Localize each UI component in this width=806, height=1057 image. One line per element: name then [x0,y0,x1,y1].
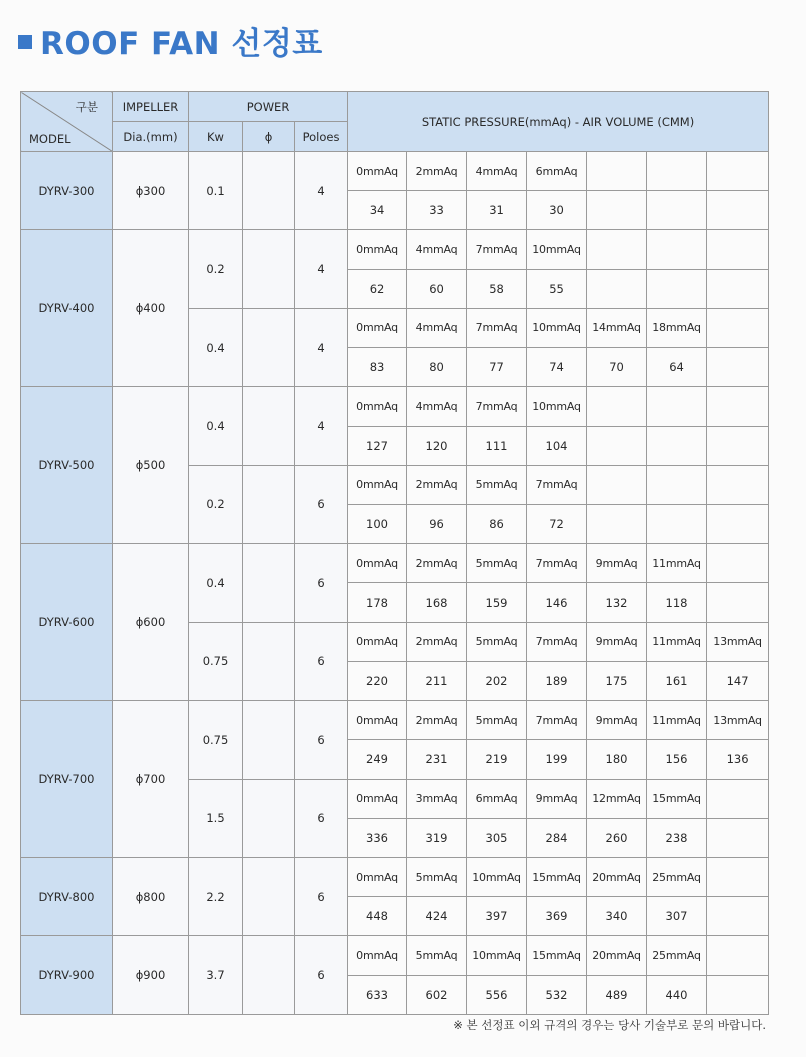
dia-cell: ϕ300 [113,152,189,230]
volume-cell [707,269,769,308]
volume-cell: 100 [348,504,407,543]
title-square-icon [18,35,32,49]
volume-cell [647,269,707,308]
dia-cell: ϕ600 [113,544,189,701]
pressure-cell [647,387,707,426]
model-cell: DYRV-600 [21,544,113,701]
pressure-cell: 11mmAq [647,701,707,740]
volume-cell: 127 [348,426,407,465]
header-power: POWER [189,92,348,122]
poles-cell: 6 [295,936,348,1015]
volume-cell [587,504,647,543]
volume-cell: 532 [527,975,587,1014]
pressure-cell: 3mmAq [407,779,467,818]
volume-cell: 159 [467,583,527,622]
pressure-cell [707,308,769,347]
volume-cell: 602 [407,975,467,1014]
header-model: MODEL [29,132,71,146]
header-model-diagonal [21,92,113,152]
pressure-cell: 9mmAq [587,622,647,661]
pressure-cell [647,152,707,191]
volume-cell: 336 [348,818,407,857]
volume-cell: 161 [647,661,707,700]
table-row [21,701,769,740]
volume-cell: 180 [587,740,647,779]
volume-cell: 440 [647,975,707,1014]
poles-cell: 4 [295,387,348,465]
volume-cell: 31 [467,191,527,230]
volume-cell: 189 [527,661,587,700]
phase-cell [243,779,295,857]
pressure-cell: 11mmAq [647,544,707,583]
volume-cell [647,426,707,465]
pressure-cell [707,857,769,896]
poles-cell: 6 [295,857,348,935]
header-static-pressure: STATIC PRESSURE(mmAq) - AIR VOLUME (CMM) [348,92,769,152]
kw-cell: 0.75 [189,701,243,779]
phase-cell [243,152,295,230]
phase-cell [243,936,295,1015]
volume-cell: 104 [527,426,587,465]
volume-cell: 86 [467,504,527,543]
volume-cell: 284 [527,818,587,857]
volume-cell: 424 [407,897,467,936]
volume-cell: 489 [587,975,647,1014]
table-body [21,152,769,1015]
pressure-cell: 2mmAq [407,544,467,583]
model-cell: DYRV-800 [21,857,113,935]
pressure-cell: 7mmAq [527,544,587,583]
pressure-cell [587,230,647,269]
model-cell: DYRV-700 [21,701,113,858]
volume-cell: 70 [587,348,647,387]
volume-cell: 72 [527,504,587,543]
poles-cell: 4 [295,152,348,230]
volume-cell: 64 [647,348,707,387]
table-row [21,152,769,191]
phase-cell [243,857,295,935]
pressure-cell: 20mmAq [587,857,647,896]
volume-cell: 556 [467,975,527,1014]
phase-cell [243,701,295,779]
kw-cell: 0.4 [189,387,243,465]
volume-cell: 175 [587,661,647,700]
volume-cell: 60 [407,269,467,308]
header-poles: Poloes [295,122,348,152]
pressure-cell: 0mmAq [348,152,407,191]
volume-cell [707,818,769,857]
table-row [21,230,769,269]
pressure-cell: 6mmAq [467,779,527,818]
volume-cell [647,191,707,230]
pressure-cell: 11mmAq [647,622,707,661]
pressure-cell: 5mmAq [407,936,467,975]
table-row [21,936,769,975]
volume-cell [647,504,707,543]
pressure-cell: 10mmAq [527,308,587,347]
table-row [21,857,769,896]
pressure-cell: 0mmAq [348,857,407,896]
volume-cell [707,583,769,622]
volume-cell: 219 [467,740,527,779]
volume-cell: 120 [407,426,467,465]
pressure-cell: 2mmAq [407,622,467,661]
volume-cell: 156 [647,740,707,779]
volume-cell [587,269,647,308]
phase-cell [243,230,295,308]
volume-cell [707,426,769,465]
volume-cell: 132 [587,583,647,622]
header-kw: Kw [189,122,243,152]
model-cell: DYRV-900 [21,936,113,1015]
header-impeller: IMPELLER [113,92,189,122]
dia-cell: ϕ400 [113,230,189,387]
pressure-cell: 0mmAq [348,701,407,740]
pressure-cell: 5mmAq [467,622,527,661]
volume-cell [587,426,647,465]
kw-cell: 0.1 [189,152,243,230]
volume-cell [707,191,769,230]
model-cell: DYRV-300 [21,152,113,230]
volume-cell [587,191,647,230]
volume-cell: 307 [647,897,707,936]
volume-cell: 55 [527,269,587,308]
dia-cell: ϕ500 [113,387,189,544]
volume-cell: 199 [527,740,587,779]
volume-cell: 260 [587,818,647,857]
pressure-cell: 25mmAq [647,936,707,975]
pressure-cell [707,936,769,975]
volume-cell: 448 [348,897,407,936]
poles-cell: 6 [295,701,348,779]
pressure-cell: 0mmAq [348,387,407,426]
volume-cell: 147 [707,661,769,700]
phase-cell [243,308,295,386]
pressure-cell: 7mmAq [467,308,527,347]
poles-cell: 6 [295,465,348,543]
phase-cell [243,387,295,465]
pressure-cell: 7mmAq [467,230,527,269]
kw-cell: 0.2 [189,465,243,543]
kw-cell: 3.7 [189,936,243,1015]
volume-cell: 178 [348,583,407,622]
volume-cell: 305 [467,818,527,857]
pressure-cell: 5mmAq [407,857,467,896]
volume-cell: 238 [647,818,707,857]
pressure-cell: 15mmAq [527,857,587,896]
pressure-cell: 0mmAq [348,308,407,347]
pressure-cell: 7mmAq [527,701,587,740]
pressure-cell [647,230,707,269]
volume-cell: 220 [348,661,407,700]
header-phase: ϕ [243,122,295,152]
volume-cell: 369 [527,897,587,936]
pressure-cell: 4mmAq [407,308,467,347]
model-cell: DYRV-500 [21,387,113,544]
volume-cell: 30 [527,191,587,230]
pressure-cell: 4mmAq [467,152,527,191]
poles-cell: 4 [295,230,348,308]
pressure-cell: 4mmAq [407,230,467,269]
volume-cell: 136 [707,740,769,779]
pressure-cell [707,152,769,191]
pressure-cell: 6mmAq [527,152,587,191]
pressure-cell: 0mmAq [348,936,407,975]
pressure-cell [587,387,647,426]
pressure-cell [587,152,647,191]
phase-cell [243,544,295,622]
phase-cell [243,465,295,543]
pressure-cell: 13mmAq [707,622,769,661]
volume-cell: 74 [527,348,587,387]
pressure-cell: 2mmAq [407,701,467,740]
pressure-cell [587,465,647,504]
volume-cell: 397 [467,897,527,936]
volume-cell: 34 [348,191,407,230]
pressure-cell [707,230,769,269]
volume-cell: 202 [467,661,527,700]
pressure-cell: 10mmAq [527,387,587,426]
pressure-cell: 5mmAq [467,544,527,583]
volume-cell: 62 [348,269,407,308]
table-row [21,544,769,583]
pressure-cell: 18mmAq [647,308,707,347]
pressure-cell: 25mmAq [647,857,707,896]
pressure-cell [707,465,769,504]
dia-cell: ϕ800 [113,857,189,935]
volume-cell: 231 [407,740,467,779]
kw-cell: 2.2 [189,857,243,935]
kw-cell: 0.75 [189,622,243,700]
pressure-cell: 15mmAq [647,779,707,818]
volume-cell: 111 [467,426,527,465]
poles-cell: 6 [295,779,348,857]
dia-cell: ϕ900 [113,936,189,1015]
pressure-cell: 10mmAq [467,936,527,975]
volume-cell: 33 [407,191,467,230]
model-cell: DYRV-400 [21,230,113,387]
volume-cell: 633 [348,975,407,1014]
pressure-cell [707,779,769,818]
pressure-cell: 2mmAq [407,152,467,191]
poles-cell: 6 [295,544,348,622]
volume-cell: 118 [647,583,707,622]
volume-cell: 80 [407,348,467,387]
volume-cell [707,897,769,936]
pressure-cell [707,387,769,426]
kw-cell: 0.4 [189,308,243,386]
selection-table [20,91,769,1015]
volume-cell [707,975,769,1014]
volume-cell: 83 [348,348,407,387]
pressure-cell: 7mmAq [527,465,587,504]
volume-cell: 211 [407,661,467,700]
pressure-cell [647,465,707,504]
pressure-cell: 15mmAq [527,936,587,975]
pressure-cell [707,544,769,583]
pressure-cell: 20mmAq [587,936,647,975]
pressure-cell: 0mmAq [348,544,407,583]
kw-cell: 0.4 [189,544,243,622]
kw-cell: 1.5 [189,779,243,857]
pressure-cell: 13mmAq [707,701,769,740]
volume-cell: 249 [348,740,407,779]
pressure-cell: 0mmAq [348,779,407,818]
volume-cell [707,504,769,543]
pressure-cell: 0mmAq [348,230,407,269]
pressure-cell: 0mmAq [348,622,407,661]
footnote: ※ 본 선정표 이외 규격의 경우는 당사 기술부로 문의 바랍니다. [453,1018,766,1032]
title-bar [18,20,323,60]
volume-cell: 77 [467,348,527,387]
pressure-cell: 5mmAq [467,701,527,740]
volume-cell: 168 [407,583,467,622]
pressure-cell: 12mmAq [587,779,647,818]
dia-cell: ϕ700 [113,701,189,858]
pressure-cell: 10mmAq [467,857,527,896]
pressure-cell: 9mmAq [587,701,647,740]
pressure-cell: 2mmAq [407,465,467,504]
pressure-cell: 9mmAq [587,544,647,583]
header-dia: Dia.(mm) [113,122,189,152]
volume-cell: 58 [467,269,527,308]
poles-cell: 4 [295,308,348,386]
poles-cell: 6 [295,622,348,700]
pressure-cell: 7mmAq [467,387,527,426]
volume-cell: 146 [527,583,587,622]
kw-cell: 0.2 [189,230,243,308]
pressure-cell: 5mmAq [467,465,527,504]
pressure-cell: 4mmAq [407,387,467,426]
pressure-cell: 0mmAq [348,465,407,504]
header-gubun: 구분 [75,100,98,114]
pressure-cell: 14mmAq [587,308,647,347]
volume-cell [707,348,769,387]
page-title: ROOF FAN 선정표 [40,25,323,62]
volume-cell: 340 [587,897,647,936]
volume-cell: 319 [407,818,467,857]
table-row [21,387,769,426]
volume-cell: 96 [407,504,467,543]
pressure-cell: 7mmAq [527,622,587,661]
phase-cell [243,622,295,700]
pressure-cell: 10mmAq [527,230,587,269]
pressure-cell: 9mmAq [527,779,587,818]
